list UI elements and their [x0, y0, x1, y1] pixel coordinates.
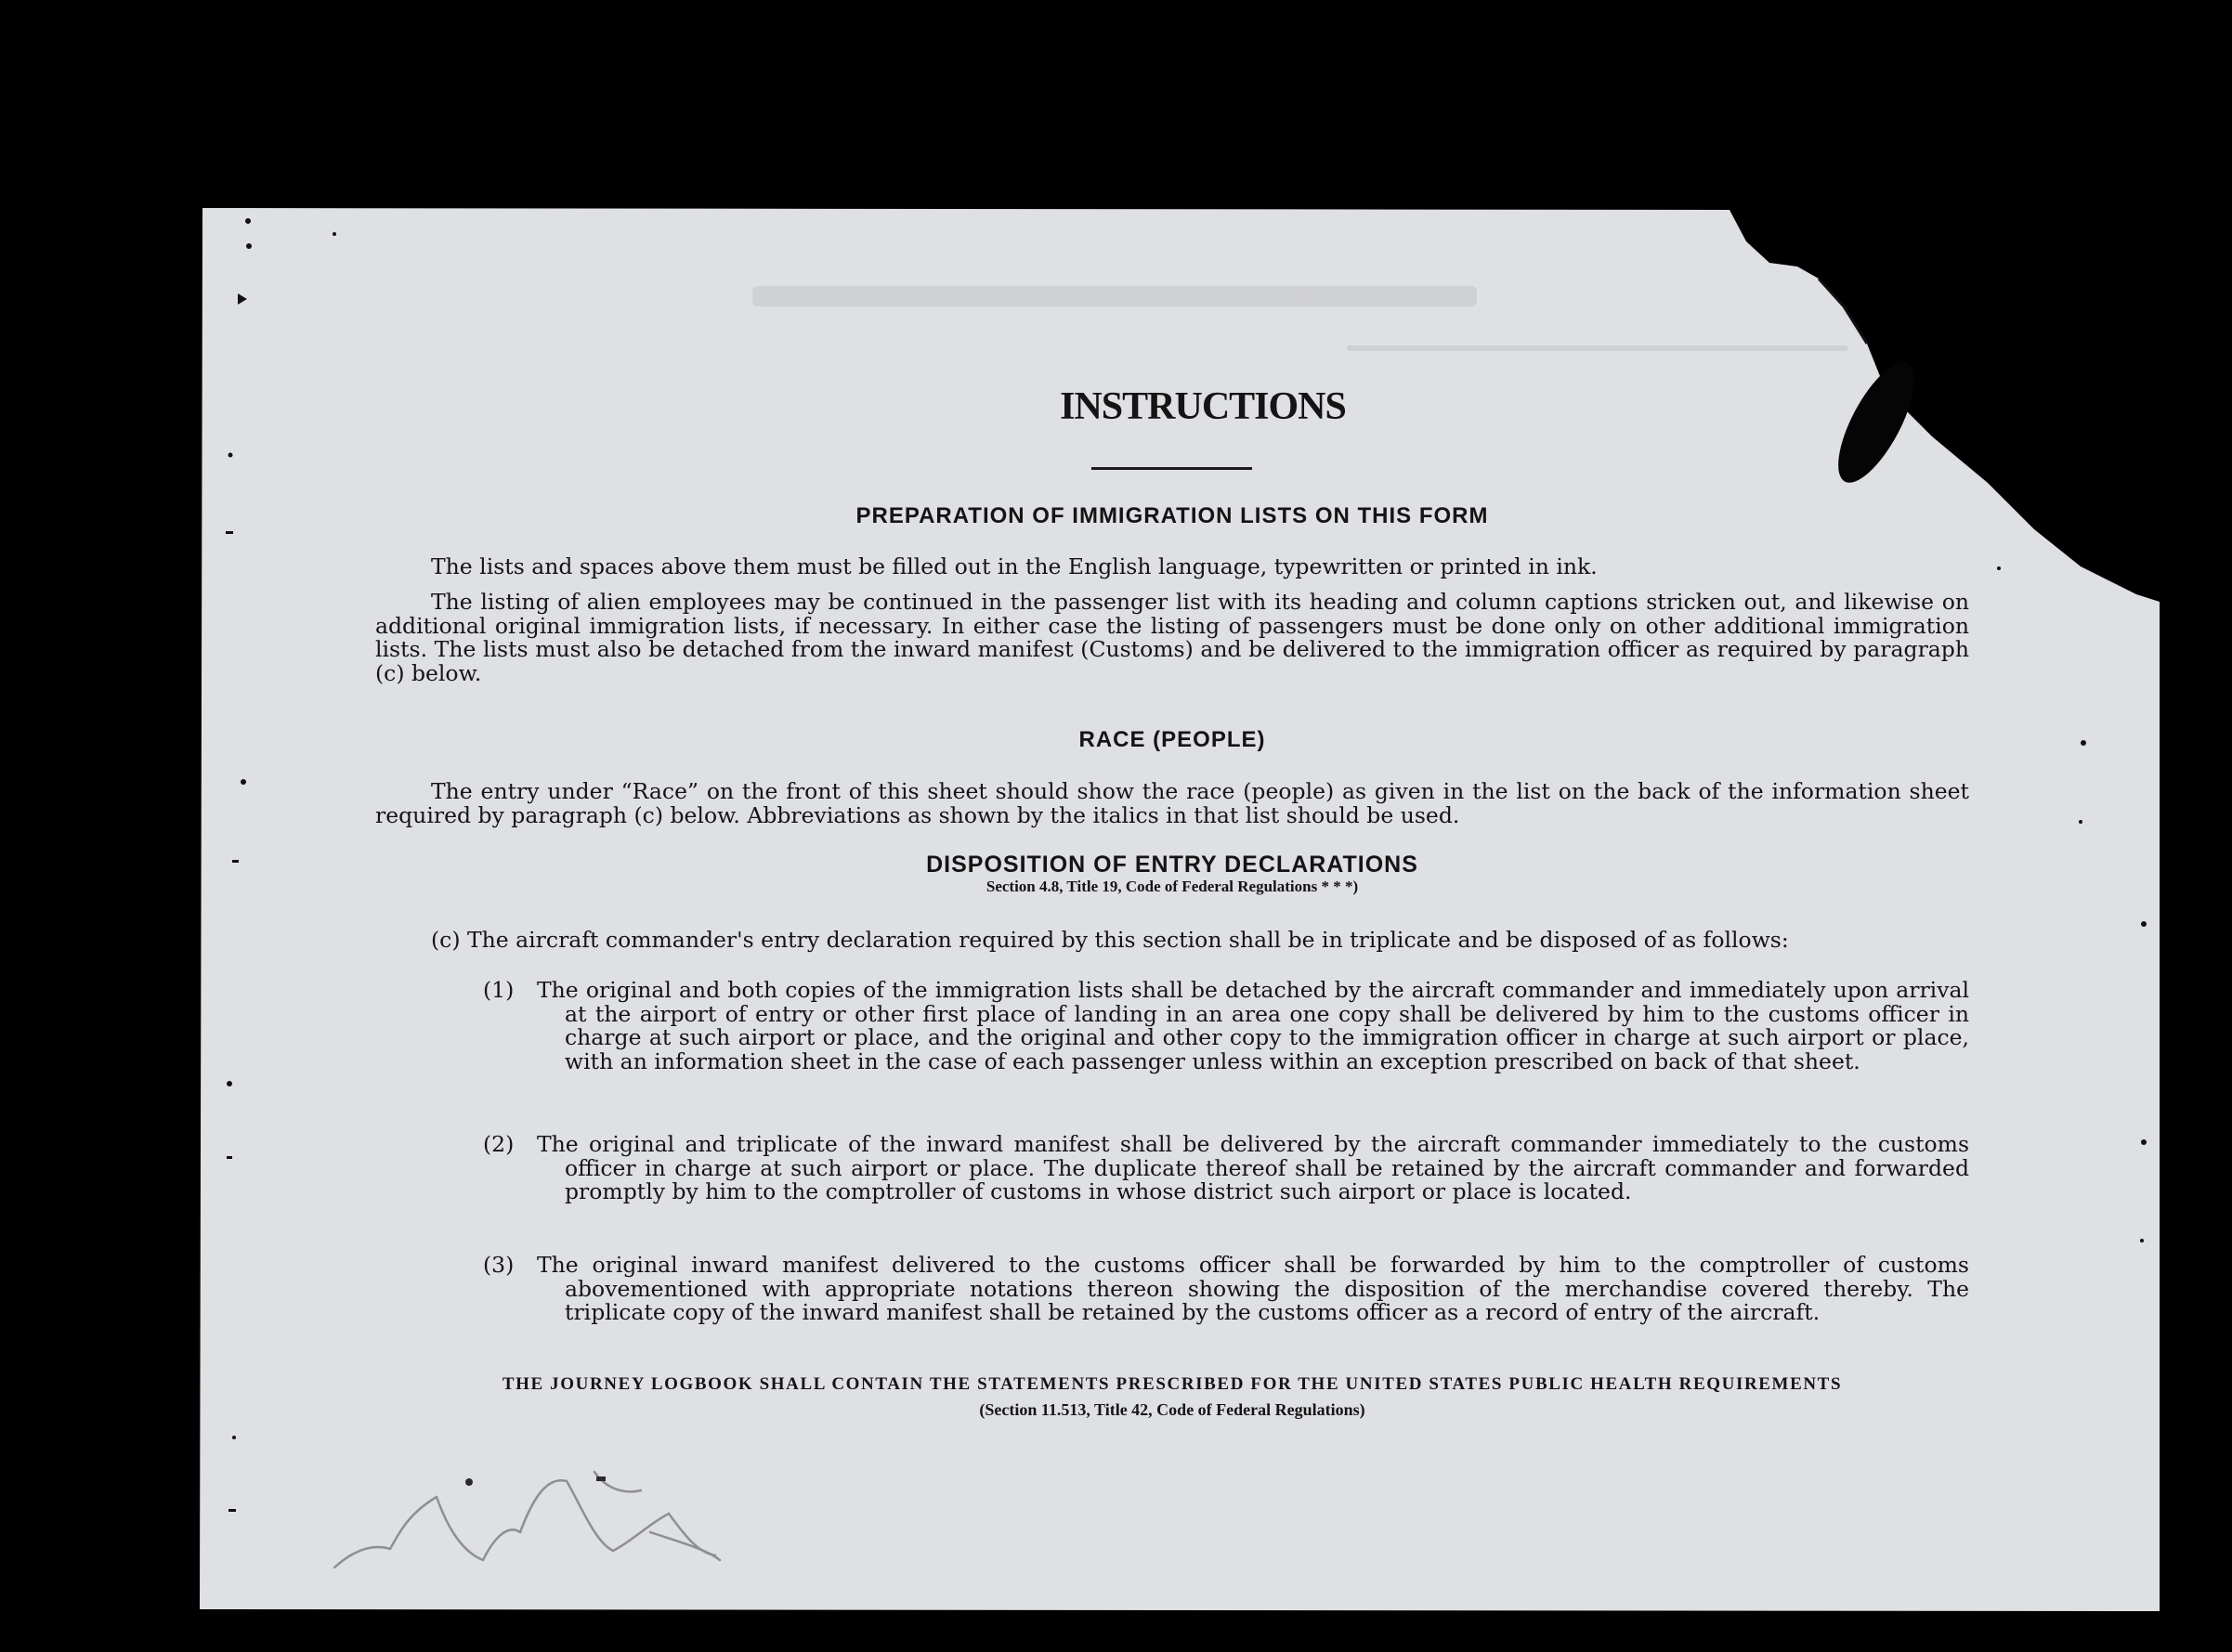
list-item-3	[483, 1254, 1969, 1325]
paragraph-disposition-intro: (c) The aircraft commander's entry declaration required by this section shall be in triplicate and be disposed of as follows:	[431, 927, 1789, 953]
section-heading-disposition: DISPOSITION OF ENTRY DECLARATIONS	[926, 852, 1418, 878]
title-underline	[1091, 467, 1252, 470]
section-heading-preparation: PREPARATION OF IMMIGRATION LISTS ON THIS FORM	[855, 503, 1489, 528]
list-item-text: The original inward manifest delivered to the customs officer shall be forwarded by him to the comptroller of customs abovementioned with appropriate notations thereon showing the disposition of the merchandise covered thereby. The triplicate copy of the inward manifest shall be retained by the customs officer as a record of entry of the aircraft.	[537, 1252, 1969, 1325]
list-item-number: (1)	[483, 977, 515, 1003]
footer-subheading: (Section 11.513, Title 42, Code of Federal Regulations)	[979, 1400, 1365, 1419]
footer-heading: THE JOURNEY LOGBOOK SHALL CONTAIN THE STATEMENTS PRESCRIBED FOR THE UNITED STATES PUBLIC HEALTH REQUIREMENTS	[502, 1374, 1843, 1394]
paragraph-race: The entry under “Race” on the front of this sheet should show the race (people) as given in the list on the back of the information sheet required by paragraph (c) below. Abbreviations as shown by the italics in that list should be used.	[375, 778, 1969, 828]
page-title: INSTRUCTIONS	[1060, 385, 1346, 428]
list-item-text: The original and both copies of the immigration lists shall be detached by the aircraft commander and immediately upon arrival at the airport of entry or other first place of landing in an area one copy shall be delivered by him to the customs officer in charge at such airport or place, and the original and other copy to the immigration officer in charge at such airport or place, with an information sheet in the case of each passenger unless within an exception prescribed on back of that sheet.	[537, 977, 1969, 1074]
list-item-1	[483, 979, 1969, 1073]
list-item-number: (3)	[483, 1252, 515, 1278]
list-item-2	[483, 1133, 1969, 1204]
list-item-text: The original and triplicate of the inward manifest shall be delivered by the aircraft commander immediately to the customs officer in charge at such airport or place. The duplicate thereof shall be retained by the aircraft commander and forwarded promptly by him to the comptroller of customs in whose district such airport or place is located.	[537, 1131, 1969, 1204]
paragraph-preparation-2: The listing of alien employees may be continued in the passenger list with its heading and column captions stricken out, and likewise on additional original immigration lists, if necessary. In either case the listing of passengers must be done only on other additional immigration lists. The lists must also be detached from the inward manifest (Customs) and be delivered to the immigration officer as required by paragraph (c) below.	[375, 589, 1969, 686]
list-item-number: (2)	[483, 1131, 515, 1157]
paragraph-preparation-1: The lists and spaces above them must be filled out in the English language, typewritten or printed in ink.	[431, 553, 1598, 579]
section-subheading-disposition: Section 4.8, Title 19, Code of Federal Regulations * * *)	[985, 878, 1359, 895]
section-heading-race: RACE (PEOPLE)	[1078, 727, 1266, 752]
